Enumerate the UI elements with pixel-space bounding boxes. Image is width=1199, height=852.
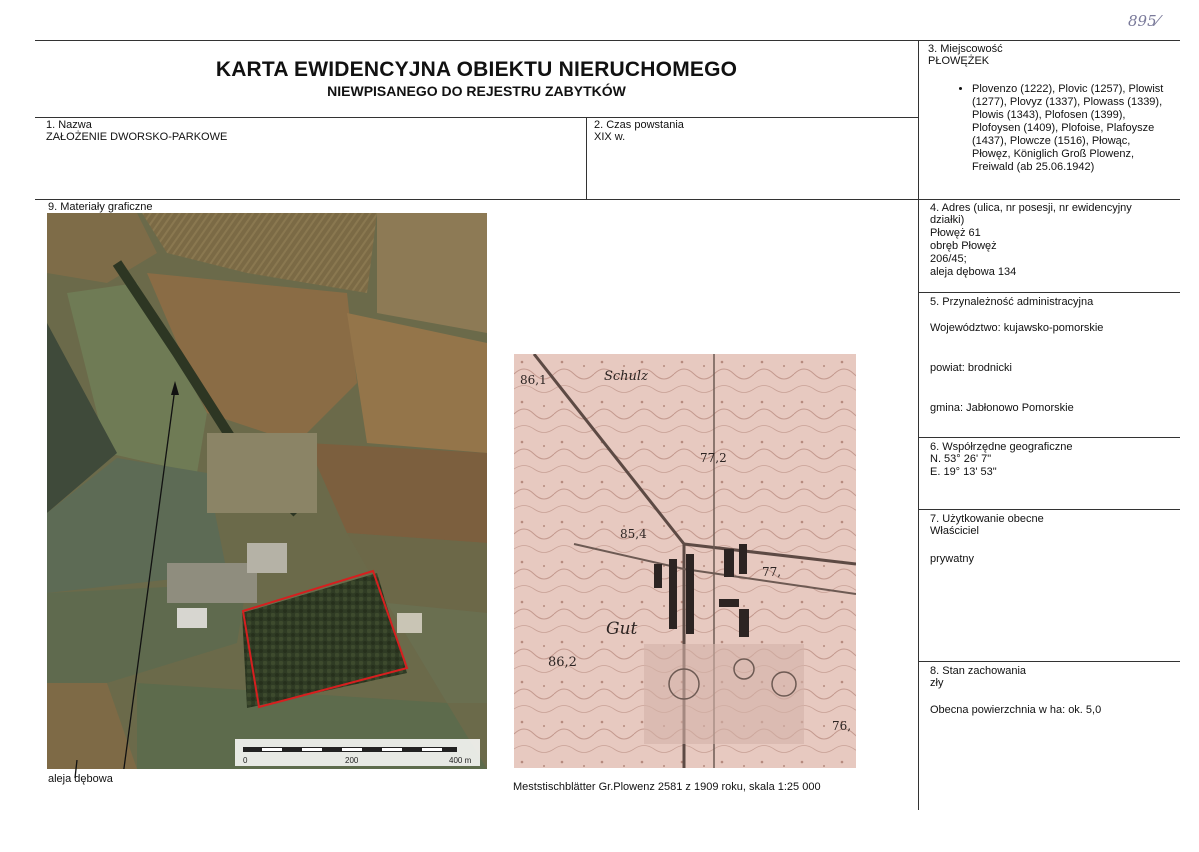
scale-tick-400: 400 m [449, 756, 472, 765]
right-column-divider [918, 40, 919, 810]
condition-value: zły [930, 677, 944, 689]
condition-area: Obecna powierzchnia w ha: ok. 5,0 [930, 704, 1102, 716]
map-label-77: 77, [762, 565, 782, 579]
map-label-schulz: Schulz [604, 369, 648, 384]
usage-detail: prywatny [930, 553, 975, 565]
page-subtitle: NIEWPISANEGO DO REJESTRU ZABYTKÓW [327, 83, 626, 99]
map-label-77-2: 77,2 [700, 451, 727, 465]
historical-map [514, 354, 856, 768]
map-label-85-4: 85,4 [620, 527, 647, 541]
aerial-photo [47, 213, 487, 769]
admin-county: powiat: brodnicki [930, 362, 1012, 374]
historical-names [946, 83, 1166, 174]
divider-title [35, 117, 918, 118]
divider-4-5 [918, 292, 1180, 293]
scale-tick-0: 0 [243, 756, 248, 765]
historical-map-caption: Meststischblätter Gr.Plowenz 2581 z 1909 roku, skala 1:25 000 [513, 781, 821, 793]
usage-value: Właściciel [930, 525, 979, 537]
address-line-3: 206/45; [930, 253, 967, 265]
field-date-label: 2. Czas powstania [594, 119, 684, 131]
field-condition-label: 8. Stan zachowania [930, 665, 1027, 677]
map-label-86-1: 86,1 [520, 373, 547, 387]
map-label-86-2: 86,2 [548, 655, 577, 670]
field-usage-label: 7. Użytkowanie obecne [930, 513, 1044, 525]
divider-name-date [586, 117, 587, 199]
field-coords-label: 6. Współrzędne geograficzne [930, 441, 1073, 453]
page-title: KARTA EWIDENCYJNA OBIEKTU NIERUCHOMEGO [215, 58, 738, 81]
divider-7-8 [918, 661, 1180, 662]
address-line-4: aleja dębowa 134 [930, 266, 1017, 278]
address-line-2: obręb Płowęż [930, 240, 997, 252]
map-label-gut: Gut [606, 619, 638, 639]
divider-5-6 [918, 437, 1180, 438]
field-locality-label: 3. Miejscowość [928, 43, 1003, 55]
field-name-value: ZAŁOŻENIE DWORSKO-PARKOWE [46, 131, 228, 143]
admin-voivodeship: Województwo: kujawsko-pomorskie [930, 322, 1104, 334]
field-date-value: XIX w. [594, 131, 626, 143]
coords-east: E. 19° 13' 53" [930, 466, 997, 478]
map-label-76: 76, [832, 719, 852, 733]
border-top [35, 40, 1180, 41]
field-graphics-label: 9. Materiały graficzne [48, 201, 153, 213]
divider-header-bottom [35, 199, 1180, 200]
field-address-label: 4. Adres (ulica, nr posesji, nr ewidencyjny działki) [930, 202, 1132, 226]
admin-commune: gmina: Jabłonowo Pomorskie [930, 402, 1074, 414]
address-line-1: Płowęż 61 [930, 227, 981, 239]
field-admin-label: 5. Przynależność administracyjna [930, 296, 1094, 308]
field-locality-value: PŁOWĘŻEK [928, 55, 990, 67]
divider-6-7 [918, 509, 1180, 510]
historical-names-text: • Plovenzo (1222), Plovic (1257), Plowist (1277), Plovyz (1337), Plowass (1339), Plowis (1343), Plofosen (1399), Plofoysen (1409), Plofoise, Plafoysze (1437), Plowcze (1516), Płowąc, Płowęz, Königlich Groß Plowenz, Freiwald (ab 25.06.1942) [972, 83, 1166, 174]
scale-tick-200: 200 [345, 756, 359, 765]
page-number-mark: 895⁄ [1128, 12, 1160, 30]
field-name-label: 1. Nazwa [46, 119, 92, 131]
alley-label: aleja dębowa [48, 773, 113, 785]
coords-north: N. 53° 26' 7" [930, 453, 992, 465]
